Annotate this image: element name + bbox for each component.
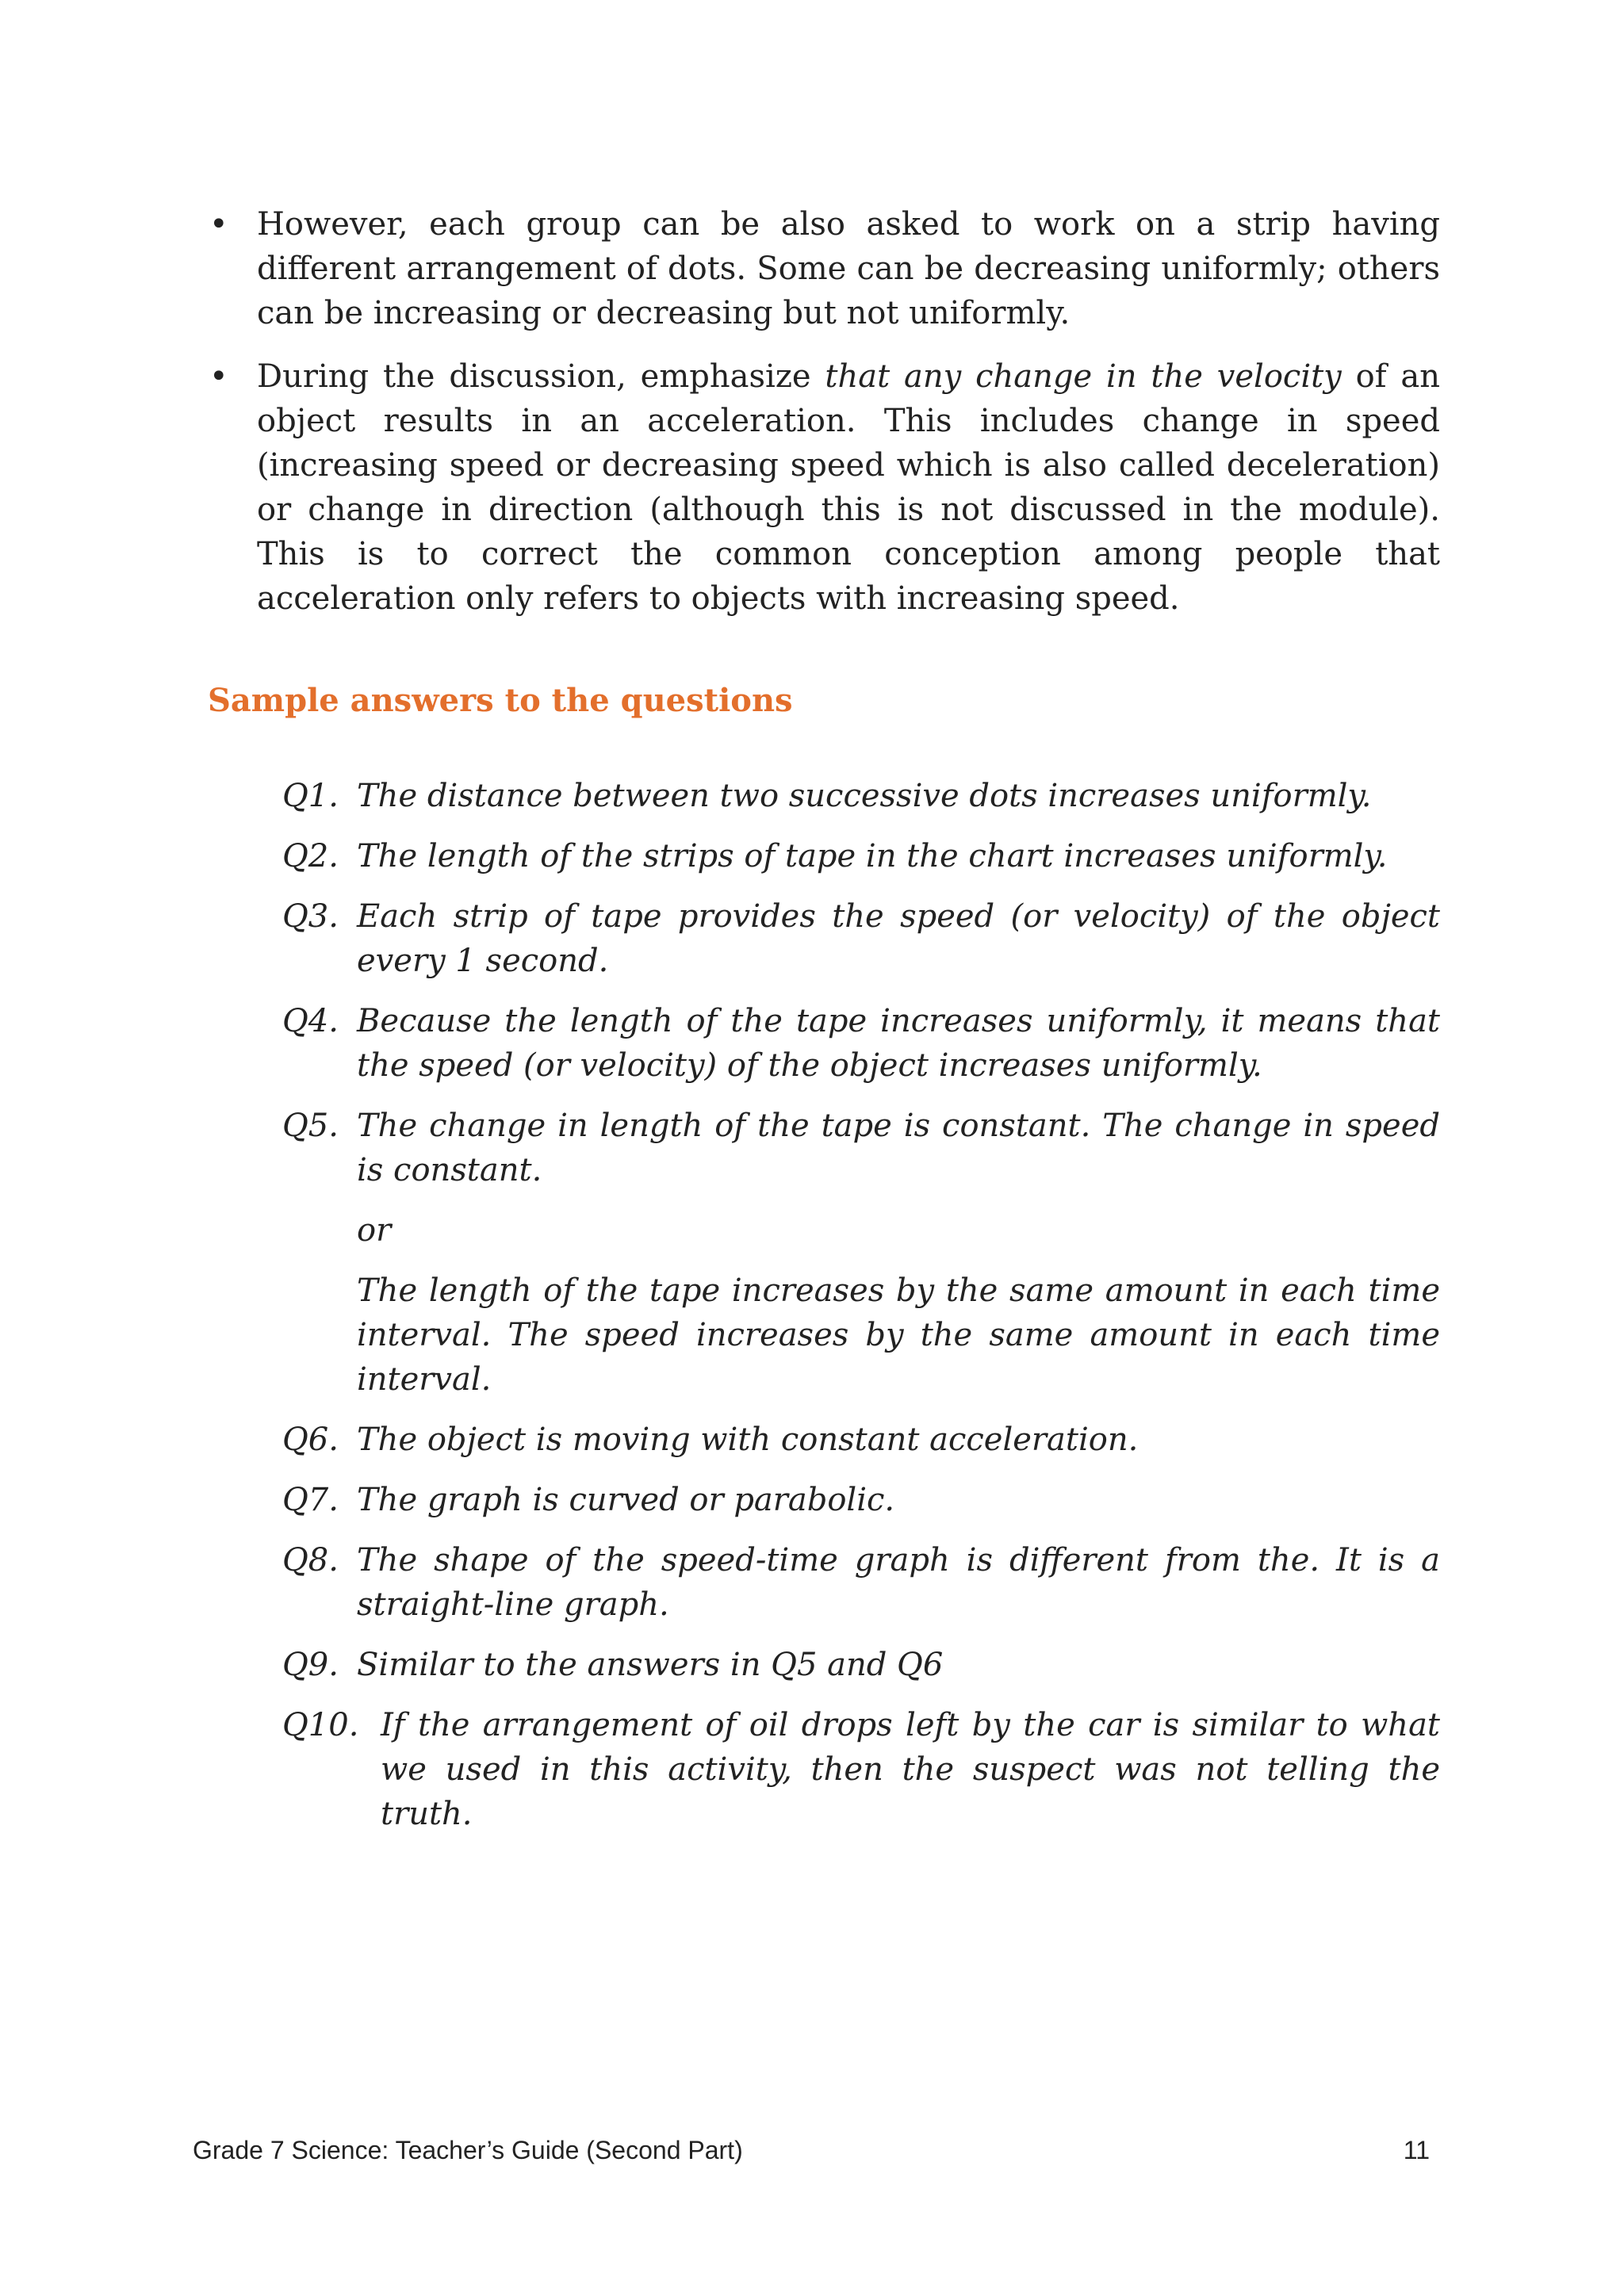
bullet-dot-icon: • (209, 206, 228, 243)
answer-text: The length of the tape increases by the same amount in each time interval. The speed increases by the same amount in each time interval. (357, 1272, 1440, 1398)
answer-item (282, 1478, 1440, 1522)
question-label: Q8. (282, 1542, 339, 1578)
question-label: Q3. (282, 898, 339, 935)
answer-item (282, 774, 1440, 818)
answer-body (357, 999, 1440, 1088)
answer-item (282, 834, 1440, 878)
bullet-item (208, 202, 1440, 335)
emphasis-text: that any change in the velocity (825, 358, 1342, 395)
answer-text: Each strip of tape provides the speed (or velocity) of the object every 1 second. (357, 898, 1440, 979)
answer-text: The change in length of the tape is constant. The change in speed is constant. (357, 1108, 1440, 1188)
answer-body (357, 774, 1440, 818)
answer-text: The object is moving with constant acceleration. (357, 1422, 1139, 1458)
question-label: Q6. (282, 1422, 339, 1458)
section-heading: Sample answers to the questions (208, 682, 793, 719)
answer-item (282, 1643, 1440, 1687)
footer-title: Grade 7 Science: Teacher’s Guide (Second Part) (193, 2136, 743, 2164)
question-label: Q1. (282, 778, 339, 814)
answer-text: Similar to the answers in Q5 and Q6 (357, 1647, 944, 1683)
answer-body (381, 1703, 1440, 1836)
bullet-dot-icon: • (209, 358, 228, 395)
answer-item (282, 894, 1440, 983)
answer-body (357, 1418, 1440, 1462)
bullet-text: of an object results in an acceleration. This includes change in speed (increasing speed or decreasing speed which is also called deceleration) or change in direction (although this is not discussed in the module). This is to correct the common conception among people that acceleration only refers to objects with increasing speed. (257, 358, 1441, 617)
bullet-text: However, each group can be also asked to work on a strip having different arrangement of dots. Some can be decreasing uniformly; others can be increasing or decreasing but not uniformly. (257, 206, 1440, 331)
page-number: 11 (1403, 2136, 1430, 2164)
question-label: Q10. (282, 1707, 359, 1743)
question-label: Q7. (282, 1482, 339, 1518)
answer-text: If the arrangement of oil drops left by the car is similar to what we used in this activity, then the suspect was not telling the truth. (381, 1707, 1440, 1832)
answer-body (357, 1538, 1440, 1627)
bullet-list (208, 202, 1440, 640)
answer-item (282, 1538, 1440, 1627)
answer-item (282, 1703, 1440, 1836)
bullet-text: During the discussion, emphasize (257, 358, 825, 395)
question-label: Q2. (282, 838, 339, 874)
answer-body (357, 1643, 1440, 1687)
answer-item (282, 999, 1440, 1088)
answer-text: The shape of the speed-time graph is different from the. It is a straight-line graph. (357, 1542, 1440, 1623)
question-label: Q9. (282, 1647, 339, 1683)
answer-body (357, 1478, 1440, 1522)
answer-text: Because the length of the tape increases uniformly, it means that the speed (or velocity) of the object increases uniformly. (357, 1003, 1440, 1084)
answer-text: The length of the strips of tape in the chart increases uniformly. (357, 838, 1388, 874)
question-label: Q5. (282, 1108, 339, 1144)
bullet-item (208, 354, 1440, 621)
answer-body (357, 894, 1440, 983)
answer-text: or (357, 1212, 392, 1249)
answer-item (282, 1104, 1440, 1402)
answer-item (282, 1418, 1440, 1462)
question-label: Q4. (282, 1003, 339, 1039)
answer-body (357, 1104, 1440, 1402)
answer-body (357, 834, 1440, 878)
answer-text: The graph is curved or parabolic. (357, 1482, 895, 1518)
answers-list (282, 774, 1440, 1852)
answer-text: The distance between two successive dots increases uniformly. (357, 778, 1372, 814)
